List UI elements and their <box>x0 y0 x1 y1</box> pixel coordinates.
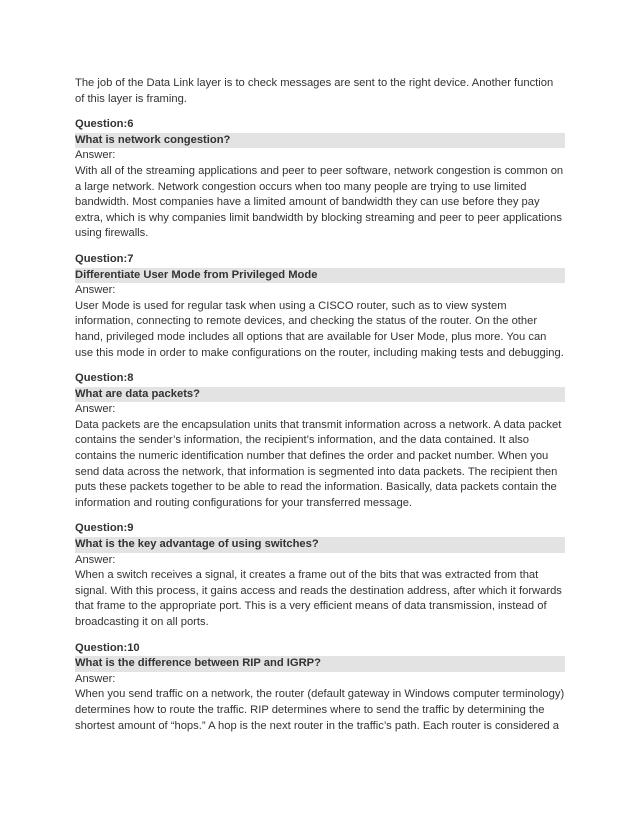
question-number: Question:8 <box>75 372 134 385</box>
answer-text: When a switch receives a signal, it creates a frame out of the bits that was extracted from that signal. With this process, it gains access and reads the destination address, after which it forwards that frame to the appropriate port. This is a very efficient means of data transmission, instead of broadcasting it on all ports. <box>75 569 562 628</box>
question-number: Question:9 <box>75 522 134 535</box>
intro-paragraph: The job of the Data Link layer is to check messages are sent to the right device. Another function of this layer is framing. <box>75 77 554 105</box>
answer-text: User Mode is used for regular task when using a CISCO router, such as to view system information, connecting to remote devices, and checking the status of the router. On the other hand, privileged mode includes all options that are available for User Mode, plus more. You can use this mode in order to make configurations on the router, including making tests and debugging. <box>75 299 564 359</box>
question-title: Differentiate User Mode from Privileged Mode <box>75 268 565 284</box>
document-page <box>75 76 565 744</box>
answer-label: Answer: <box>75 553 116 566</box>
answer-label: Answer: <box>75 149 116 162</box>
answer-text: Data packets are the encapsulation units that transmit information across a network. A data packet contains the sender’s information, the recipient’s information, and the data contained. It also contains the numeric identification number that defines the order and packet number. When you send data across the network, that information is segmented into data packets. The recipient then puts these packets together to be able to read the information. Basically, data packets contain the information and routing configurations for your transferred message. <box>75 418 562 509</box>
question-block-9 <box>75 521 565 630</box>
question-block-10 <box>75 641 565 735</box>
answer-label: Answer: <box>75 403 116 416</box>
question-title: What is the key advantage of using switches? <box>75 537 565 553</box>
question-title: What are data packets? <box>75 387 565 403</box>
answer-label: Answer: <box>75 284 116 297</box>
question-block-6 <box>75 117 565 242</box>
question-title: What is the difference between RIP and IGRP? <box>75 656 565 672</box>
question-block-8 <box>75 371 565 511</box>
answer-label: Answer: <box>75 672 116 685</box>
question-title: What is network congestion? <box>75 133 565 149</box>
answer-text: With all of the streaming applications and peer to peer software, network congestion is common on a large network. Network congestion occurs when too many people are trying to use limited bandwidth. Most companies have a limited amount of bandwidth they can use before they pay extra, which is why companies limit bandwidth by blocking streaming and peer to peer applications using firewalls. <box>75 164 564 240</box>
question-number: Question:10 <box>75 641 140 654</box>
question-number: Question:7 <box>75 252 134 265</box>
question-number: Question:6 <box>75 118 134 131</box>
answer-text: When you send traffic on a network, the router (default gateway in Windows computer terminology) determines how to route the traffic. RIP determines where to send the traffic by determining the shortest amount of “hops.” A hop is the next router in the traffic’s path. Each router is considered a <box>75 688 565 732</box>
question-block-7 <box>75 252 565 361</box>
